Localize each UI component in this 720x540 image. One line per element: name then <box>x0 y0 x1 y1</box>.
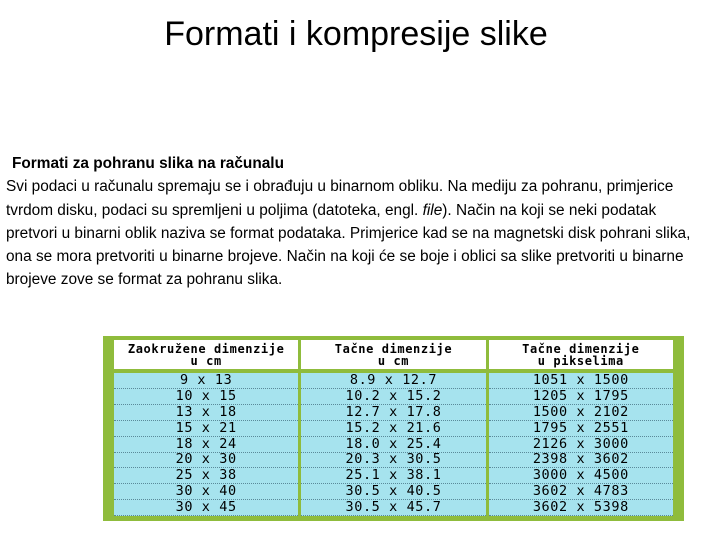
table-row <box>113 420 675 436</box>
header-unit: u cm <box>190 354 222 368</box>
table-row <box>113 389 675 405</box>
table-row <box>113 468 675 484</box>
dimensions-table-image <box>103 336 684 521</box>
table-cell: 2398 x 3602 <box>487 452 674 468</box>
table-cell: 30 x 45 <box>113 500 300 516</box>
table-cell: 30 x 40 <box>113 484 300 500</box>
header-label: Zaokružene dimenzije <box>127 342 285 356</box>
table-cell: 3602 x 4783 <box>487 484 674 500</box>
table-cell: 9 x 13 <box>113 371 300 389</box>
table-cell: 8.9 x 12.7 <box>300 371 487 389</box>
slide-body <box>6 152 706 292</box>
table-cell: 15 x 21 <box>113 420 300 436</box>
table-cell: 3602 x 5398 <box>487 500 674 516</box>
table-cell: 20.3 x 30.5 <box>300 452 487 468</box>
header-label: Tačne dimenzije <box>522 342 640 356</box>
table-cell: 10 x 15 <box>113 389 300 405</box>
header-rounded-cm <box>113 340 300 371</box>
table-cell: 15.2 x 21.6 <box>300 420 487 436</box>
table-body <box>113 371 675 516</box>
table-cell: 1051 x 1500 <box>487 371 674 389</box>
header-unit: u cm <box>377 354 410 368</box>
paragraph-text-end: ). Način na koji se neki podatak pretvori u binarni oblik naziva se format podataka. Primjerice kad se na magnetski disk pohrani slika, ona se mora pretvoriti u binarne brojeve. Način na koji će se boje i oblici sa slike pretvoriti u binarne brojeve zove se format za pohranu slika. <box>6 201 691 289</box>
table-cell: 30.5 x 40.5 <box>300 484 487 500</box>
table-row <box>113 484 675 500</box>
table-cell: 2126 x 3000 <box>487 436 674 452</box>
table-cell: 25.1 x 38.1 <box>300 468 487 484</box>
slide-title: Formati i kompresije slike <box>164 15 548 53</box>
dimensions-table <box>111 340 676 516</box>
table-cell: 12.7 x 17.8 <box>300 404 487 420</box>
table-row <box>113 452 675 468</box>
table-cell: 3000 x 4500 <box>487 468 674 484</box>
table-row <box>113 371 675 389</box>
header-label: Tačne dimenzije <box>334 342 453 356</box>
header-exact-pixels <box>487 340 674 371</box>
table-cell: 25 x 38 <box>113 468 300 484</box>
table-cell: 20 x 30 <box>113 452 300 468</box>
table-cell: 10.2 x 15.2 <box>300 389 487 405</box>
header-unit: u pikselima <box>537 354 624 368</box>
table-row <box>113 436 675 452</box>
paragraph-italic-term: file <box>422 201 443 219</box>
section-subheading: Formati za pohranu slika na računalu <box>12 155 284 172</box>
table-row <box>113 404 675 420</box>
table-cell: 18 x 24 <box>113 436 300 452</box>
paragraph-text-start: Svi podaci u računalu spremaju se i obrađuju u binarnom obliku. Na mediju za pohranu, primjerice tvrdom disku, podaci su spremljeni u poljima (datoteka, engl. <box>6 178 674 219</box>
table-header-row <box>113 340 675 371</box>
table-cell: 1795 x 2551 <box>487 420 674 436</box>
body-paragraph <box>6 175 706 291</box>
table-cell: 18.0 x 25.4 <box>300 436 487 452</box>
table-cell: 1205 x 1795 <box>487 389 674 405</box>
table-cell: 30.5 x 45.7 <box>300 500 487 516</box>
header-exact-cm <box>300 340 487 371</box>
table-cell: 13 x 18 <box>113 404 300 420</box>
table-cell: 1500 x 2102 <box>487 404 674 420</box>
table-row <box>113 500 675 516</box>
